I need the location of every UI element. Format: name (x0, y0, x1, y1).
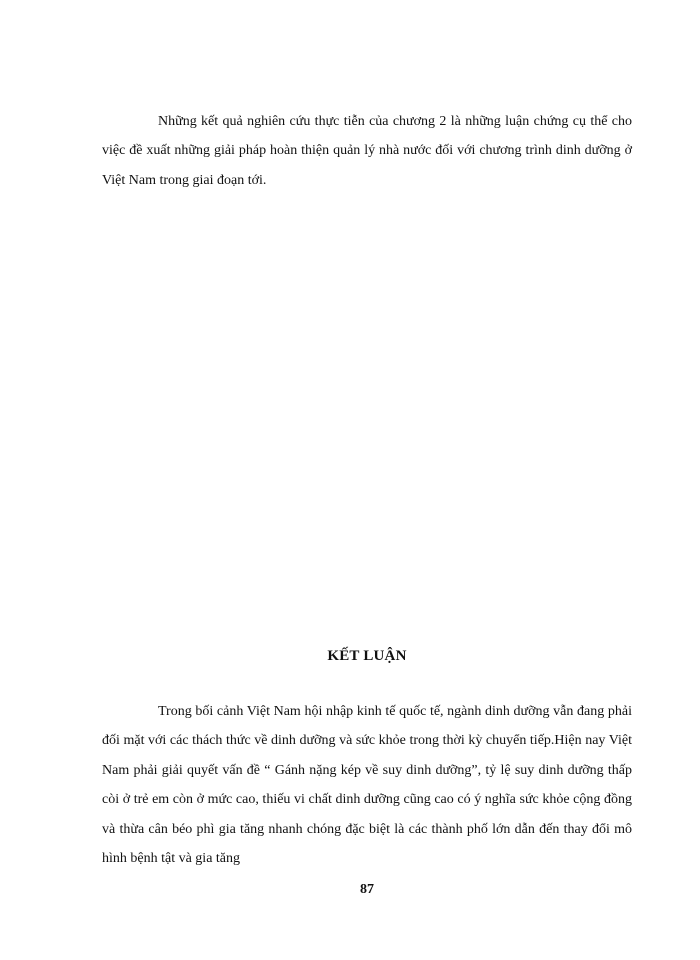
conclusion-paragraph: Trong bối cảnh Việt Nam hội nhập kinh tế quốc tế, ngành dinh dưỡng vẫn đang phải đối mặt với các thách thức về dinh dưỡng và sức khỏe trong thời kỳ chuyển tiếp.Hiện nay Việt Nam phải giải quyết vấn đề “ Gánh nặng kép về suy dinh dưỡng”, tỷ lệ suy dinh dưỡng thấp còi ở trẻ em còn ở mức cao, thiếu vi chất dinh dưỡng cũng cao có ý nghĩa sức khỏe cộng đồng và thừa cân béo phì gia tăng nhanh chóng đặc biệt là các thành phố lớn dẫn đến thay đổi mô hình bệnh tật và gia tăng (102, 704, 632, 867)
page-number: 87 (360, 882, 374, 897)
section-heading: KẾT LUẬN (327, 648, 407, 664)
intro-paragraph: Những kết quả nghiên cứu thực tiễn của chương 2 là những luận chứng cụ thể cho việc đề xuất những giải pháp hoàn thiện quản lý nhà nước đối với chương trình dinh dưỡng ở Việt Nam trong giai đoạn tới. (102, 114, 632, 188)
